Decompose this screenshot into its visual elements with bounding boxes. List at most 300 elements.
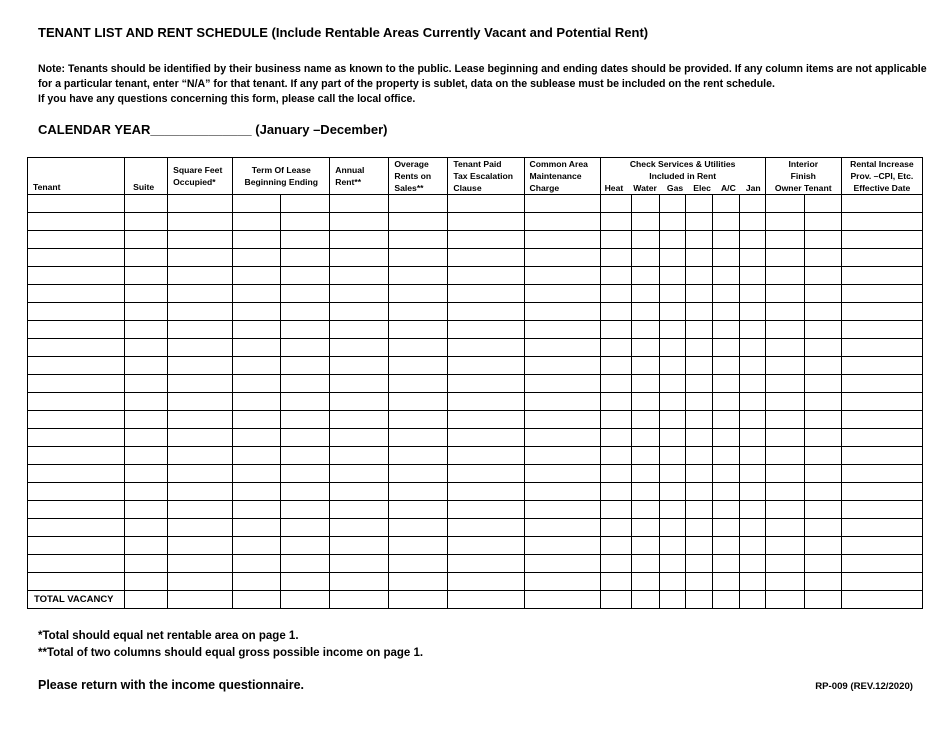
entry-cell[interactable] — [281, 303, 330, 321]
entry-cell[interactable] — [600, 447, 631, 465]
entry-cell[interactable] — [685, 249, 712, 267]
entry-cell[interactable] — [233, 411, 281, 429]
entry-cell[interactable] — [233, 357, 281, 375]
entry-cell[interactable] — [804, 285, 841, 303]
entry-cell[interactable] — [28, 231, 125, 249]
entry-cell[interactable] — [125, 411, 168, 429]
entry-cell[interactable] — [168, 393, 233, 411]
entry-cell[interactable] — [841, 357, 922, 375]
entry-cell[interactable] — [125, 339, 168, 357]
entry-cell[interactable] — [600, 537, 631, 555]
entry-cell[interactable] — [448, 429, 524, 447]
entry-cell[interactable] — [841, 465, 922, 483]
entry-cell[interactable] — [841, 429, 922, 447]
entry-cell[interactable] — [739, 501, 765, 519]
entry-cell[interactable] — [168, 375, 233, 393]
entry-cell[interactable] — [659, 555, 685, 573]
entry-cell[interactable] — [125, 483, 168, 501]
entry-cell[interactable] — [804, 357, 841, 375]
entry-cell[interactable] — [281, 429, 330, 447]
entry-cell[interactable] — [712, 195, 739, 213]
entry-cell[interactable] — [448, 537, 524, 555]
entry-cell[interactable] — [389, 357, 448, 375]
entry-cell[interactable] — [524, 573, 600, 591]
entry-cell[interactable] — [600, 501, 631, 519]
entry-cell[interactable] — [804, 465, 841, 483]
entry-cell[interactable] — [524, 447, 600, 465]
entry-cell[interactable] — [659, 195, 685, 213]
entry-cell[interactable] — [448, 555, 524, 573]
entry-cell[interactable] — [168, 321, 233, 339]
entry-cell[interactable] — [125, 519, 168, 537]
entry-cell[interactable] — [524, 231, 600, 249]
entry-cell[interactable] — [125, 429, 168, 447]
entry-cell[interactable] — [168, 303, 233, 321]
entry-cell[interactable] — [804, 231, 841, 249]
entry-cell[interactable] — [448, 321, 524, 339]
entry-cell[interactable] — [712, 249, 739, 267]
entry-cell[interactable] — [233, 429, 281, 447]
entry-cell[interactable] — [524, 357, 600, 375]
entry-cell[interactable] — [330, 393, 389, 411]
entry-cell[interactable] — [448, 339, 524, 357]
entry-cell[interactable] — [631, 213, 659, 231]
entry-cell[interactable] — [524, 393, 600, 411]
entry-cell[interactable] — [739, 285, 765, 303]
entry-cell[interactable] — [712, 519, 739, 537]
entry-cell[interactable] — [600, 483, 631, 501]
entry-cell[interactable] — [233, 483, 281, 501]
entry-cell[interactable] — [28, 267, 125, 285]
entry-cell[interactable] — [389, 393, 448, 411]
entry-cell[interactable] — [330, 573, 389, 591]
entry-cell[interactable] — [659, 339, 685, 357]
entry-cell[interactable] — [712, 501, 739, 519]
entry-cell[interactable] — [330, 411, 389, 429]
entry-cell[interactable] — [389, 249, 448, 267]
entry-cell[interactable] — [600, 285, 631, 303]
entry-cell[interactable] — [168, 573, 233, 591]
entry-cell[interactable] — [631, 339, 659, 357]
entry-cell[interactable] — [233, 249, 281, 267]
entry-cell[interactable] — [389, 555, 448, 573]
entry-cell[interactable] — [841, 519, 922, 537]
entry-cell[interactable] — [631, 285, 659, 303]
entry-cell[interactable] — [739, 393, 765, 411]
entry-cell[interactable] — [330, 537, 389, 555]
entry-cell[interactable] — [389, 411, 448, 429]
entry-cell[interactable] — [281, 357, 330, 375]
entry-cell[interactable] — [712, 321, 739, 339]
entry-cell[interactable] — [659, 267, 685, 285]
entry-cell[interactable] — [712, 357, 739, 375]
entry-cell[interactable] — [841, 411, 922, 429]
entry-cell[interactable] — [685, 483, 712, 501]
entry-cell[interactable] — [233, 285, 281, 303]
entry-cell[interactable] — [685, 195, 712, 213]
entry-cell[interactable] — [28, 213, 125, 231]
entry-cell[interactable] — [330, 555, 389, 573]
entry-cell[interactable] — [739, 555, 765, 573]
entry-cell[interactable] — [125, 393, 168, 411]
entry-cell[interactable] — [841, 213, 922, 231]
entry-cell[interactable] — [841, 393, 922, 411]
entry-cell[interactable] — [281, 483, 330, 501]
entry-cell[interactable] — [841, 303, 922, 321]
entry-cell[interactable] — [804, 375, 841, 393]
entry-cell[interactable] — [168, 213, 233, 231]
entry-cell[interactable] — [600, 303, 631, 321]
entry-cell[interactable] — [739, 573, 765, 591]
entry-cell[interactable] — [125, 447, 168, 465]
entry-cell[interactable] — [631, 411, 659, 429]
entry-cell[interactable] — [448, 393, 524, 411]
entry-cell[interactable] — [631, 249, 659, 267]
entry-cell[interactable] — [739, 591, 765, 609]
entry-cell[interactable] — [712, 303, 739, 321]
entry-cell[interactable] — [125, 573, 168, 591]
entry-cell[interactable] — [631, 393, 659, 411]
entry-cell[interactable] — [739, 267, 765, 285]
entry-cell[interactable] — [739, 411, 765, 429]
entry-cell[interactable] — [168, 447, 233, 465]
entry-cell[interactable] — [841, 195, 922, 213]
entry-cell[interactable] — [804, 213, 841, 231]
entry-cell[interactable] — [389, 519, 448, 537]
entry-cell[interactable] — [281, 465, 330, 483]
entry-cell[interactable] — [330, 285, 389, 303]
entry-cell[interactable] — [685, 591, 712, 609]
entry-cell[interactable] — [389, 483, 448, 501]
entry-cell[interactable] — [765, 267, 804, 285]
entry-cell[interactable] — [685, 231, 712, 249]
entry-cell[interactable] — [168, 429, 233, 447]
entry-cell[interactable] — [659, 411, 685, 429]
entry-cell[interactable] — [389, 285, 448, 303]
entry-cell[interactable] — [712, 447, 739, 465]
entry-cell[interactable] — [765, 519, 804, 537]
entry-cell[interactable] — [125, 591, 168, 609]
entry-cell[interactable] — [330, 483, 389, 501]
entry-cell[interactable] — [659, 357, 685, 375]
entry-cell[interactable] — [448, 573, 524, 591]
entry-cell[interactable] — [631, 303, 659, 321]
entry-cell[interactable] — [524, 501, 600, 519]
entry-cell[interactable] — [659, 303, 685, 321]
entry-cell[interactable] — [765, 339, 804, 357]
entry-cell[interactable] — [233, 591, 281, 609]
entry-cell[interactable] — [804, 573, 841, 591]
entry-cell[interactable] — [841, 285, 922, 303]
entry-cell[interactable] — [739, 537, 765, 555]
entry-cell[interactable] — [765, 483, 804, 501]
entry-cell[interactable] — [804, 267, 841, 285]
entry-cell[interactable] — [281, 321, 330, 339]
entry-cell[interactable] — [233, 465, 281, 483]
entry-cell[interactable] — [841, 375, 922, 393]
calendar-year-field[interactable]: CALENDAR YEAR______________ (January –December) — [38, 122, 388, 137]
entry-cell[interactable] — [600, 591, 631, 609]
entry-cell[interactable] — [739, 483, 765, 501]
entry-cell[interactable] — [168, 357, 233, 375]
entry-cell[interactable] — [685, 465, 712, 483]
entry-cell[interactable] — [765, 447, 804, 465]
entry-cell[interactable] — [659, 447, 685, 465]
entry-cell[interactable] — [600, 195, 631, 213]
entry-cell[interactable] — [281, 375, 330, 393]
entry-cell[interactable] — [804, 393, 841, 411]
entry-cell[interactable] — [685, 501, 712, 519]
entry-cell[interactable] — [330, 357, 389, 375]
entry-cell[interactable] — [168, 339, 233, 357]
entry-cell[interactable] — [28, 375, 125, 393]
entry-cell[interactable] — [659, 231, 685, 249]
entry-cell[interactable] — [389, 429, 448, 447]
entry-cell[interactable] — [233, 303, 281, 321]
entry-cell[interactable] — [448, 213, 524, 231]
entry-cell[interactable] — [600, 555, 631, 573]
entry-cell[interactable] — [125, 231, 168, 249]
entry-cell[interactable] — [330, 231, 389, 249]
entry-cell[interactable] — [448, 447, 524, 465]
entry-cell[interactable] — [685, 213, 712, 231]
entry-cell[interactable] — [281, 231, 330, 249]
entry-cell[interactable] — [739, 249, 765, 267]
entry-cell[interactable] — [600, 519, 631, 537]
entry-cell[interactable] — [712, 375, 739, 393]
entry-cell[interactable] — [659, 501, 685, 519]
entry-cell[interactable] — [739, 375, 765, 393]
entry-cell[interactable] — [765, 537, 804, 555]
entry-cell[interactable] — [330, 249, 389, 267]
entry-cell[interactable] — [739, 321, 765, 339]
entry-cell[interactable] — [168, 519, 233, 537]
entry-cell[interactable] — [631, 357, 659, 375]
entry-cell[interactable] — [233, 267, 281, 285]
entry-cell[interactable] — [524, 483, 600, 501]
entry-cell[interactable] — [712, 555, 739, 573]
entry-cell[interactable] — [524, 339, 600, 357]
entry-cell[interactable] — [739, 429, 765, 447]
entry-cell[interactable] — [685, 303, 712, 321]
entry-cell[interactable] — [659, 249, 685, 267]
entry-cell[interactable] — [125, 303, 168, 321]
entry-cell[interactable] — [233, 447, 281, 465]
entry-cell[interactable] — [168, 195, 233, 213]
entry-cell[interactable] — [28, 555, 125, 573]
entry-cell[interactable] — [685, 555, 712, 573]
entry-cell[interactable] — [448, 231, 524, 249]
entry-cell[interactable] — [168, 285, 233, 303]
entry-cell[interactable] — [233, 195, 281, 213]
entry-cell[interactable] — [631, 231, 659, 249]
entry-cell[interactable] — [448, 483, 524, 501]
entry-cell[interactable] — [233, 231, 281, 249]
entry-cell[interactable] — [600, 393, 631, 411]
entry-cell[interactable] — [841, 447, 922, 465]
entry-cell[interactable] — [600, 231, 631, 249]
entry-cell[interactable] — [600, 339, 631, 357]
entry-cell[interactable] — [281, 573, 330, 591]
entry-cell[interactable] — [685, 447, 712, 465]
entry-cell[interactable] — [600, 465, 631, 483]
entry-cell[interactable] — [168, 591, 233, 609]
entry-cell[interactable] — [281, 213, 330, 231]
entry-cell[interactable] — [281, 411, 330, 429]
entry-cell[interactable] — [685, 393, 712, 411]
entry-cell[interactable] — [765, 555, 804, 573]
entry-cell[interactable] — [389, 213, 448, 231]
entry-cell[interactable] — [659, 483, 685, 501]
entry-cell[interactable] — [841, 267, 922, 285]
entry-cell[interactable] — [281, 393, 330, 411]
entry-cell[interactable] — [125, 555, 168, 573]
entry-cell[interactable] — [28, 537, 125, 555]
entry-cell[interactable] — [168, 267, 233, 285]
entry-cell[interactable] — [168, 465, 233, 483]
entry-cell[interactable] — [841, 321, 922, 339]
entry-cell[interactable] — [631, 429, 659, 447]
entry-cell[interactable] — [804, 429, 841, 447]
entry-cell[interactable] — [685, 339, 712, 357]
entry-cell[interactable] — [739, 231, 765, 249]
entry-cell[interactable] — [524, 303, 600, 321]
entry-cell[interactable] — [712, 591, 739, 609]
entry-cell[interactable] — [28, 411, 125, 429]
entry-cell[interactable] — [659, 375, 685, 393]
entry-cell[interactable] — [330, 375, 389, 393]
entry-cell[interactable] — [448, 501, 524, 519]
entry-cell[interactable] — [765, 375, 804, 393]
entry-cell[interactable] — [281, 519, 330, 537]
entry-cell[interactable] — [804, 483, 841, 501]
entry-cell[interactable] — [281, 501, 330, 519]
entry-cell[interactable] — [28, 303, 125, 321]
entry-cell[interactable] — [448, 375, 524, 393]
entry-cell[interactable] — [389, 501, 448, 519]
entry-cell[interactable] — [765, 465, 804, 483]
entry-cell[interactable] — [389, 537, 448, 555]
entry-cell[interactable] — [739, 465, 765, 483]
entry-cell[interactable] — [841, 231, 922, 249]
entry-cell[interactable] — [804, 321, 841, 339]
entry-cell[interactable] — [330, 429, 389, 447]
entry-cell[interactable] — [712, 213, 739, 231]
entry-cell[interactable] — [28, 447, 125, 465]
entry-cell[interactable] — [168, 249, 233, 267]
entry-cell[interactable] — [685, 573, 712, 591]
entry-cell[interactable] — [281, 195, 330, 213]
entry-cell[interactable] — [233, 501, 281, 519]
entry-cell[interactable] — [765, 249, 804, 267]
entry-cell[interactable] — [281, 591, 330, 609]
entry-cell[interactable] — [233, 321, 281, 339]
entry-cell[interactable] — [685, 537, 712, 555]
entry-cell[interactable] — [233, 339, 281, 357]
entry-cell[interactable] — [765, 501, 804, 519]
entry-cell[interactable] — [448, 195, 524, 213]
entry-cell[interactable] — [712, 483, 739, 501]
entry-cell[interactable] — [765, 429, 804, 447]
entry-cell[interactable] — [524, 429, 600, 447]
entry-cell[interactable] — [804, 591, 841, 609]
entry-cell[interactable] — [281, 267, 330, 285]
entry-cell[interactable] — [804, 411, 841, 429]
entry-cell[interactable] — [804, 195, 841, 213]
entry-cell[interactable] — [28, 465, 125, 483]
entry-cell[interactable] — [125, 537, 168, 555]
entry-cell[interactable] — [804, 303, 841, 321]
entry-cell[interactable] — [524, 267, 600, 285]
entry-cell[interactable] — [659, 321, 685, 339]
entry-cell[interactable] — [765, 195, 804, 213]
entry-cell[interactable] — [233, 213, 281, 231]
entry-cell[interactable] — [739, 519, 765, 537]
entry-cell[interactable] — [448, 285, 524, 303]
entry-cell[interactable] — [631, 321, 659, 339]
entry-cell[interactable] — [659, 519, 685, 537]
entry-cell[interactable] — [448, 357, 524, 375]
entry-cell[interactable] — [233, 519, 281, 537]
entry-cell[interactable] — [765, 231, 804, 249]
entry-cell[interactable] — [712, 465, 739, 483]
entry-cell[interactable] — [739, 213, 765, 231]
entry-cell[interactable] — [712, 231, 739, 249]
entry-cell[interactable] — [330, 501, 389, 519]
entry-cell[interactable] — [765, 321, 804, 339]
entry-cell[interactable] — [281, 249, 330, 267]
entry-cell[interactable] — [448, 267, 524, 285]
entry-cell[interactable] — [28, 285, 125, 303]
entry-cell[interactable] — [765, 393, 804, 411]
entry-cell[interactable] — [281, 447, 330, 465]
entry-cell[interactable] — [281, 285, 330, 303]
entry-cell[interactable] — [600, 375, 631, 393]
entry-cell[interactable] — [739, 303, 765, 321]
entry-cell[interactable] — [125, 465, 168, 483]
entry-cell[interactable] — [841, 537, 922, 555]
entry-cell[interactable] — [524, 249, 600, 267]
entry-cell[interactable] — [330, 465, 389, 483]
entry-cell[interactable] — [600, 249, 631, 267]
entry-cell[interactable] — [233, 375, 281, 393]
entry-cell[interactable] — [330, 447, 389, 465]
entry-cell[interactable] — [804, 555, 841, 573]
entry-cell[interactable] — [739, 447, 765, 465]
entry-cell[interactable] — [125, 267, 168, 285]
entry-cell[interactable] — [28, 573, 125, 591]
entry-cell[interactable] — [685, 375, 712, 393]
entry-cell[interactable] — [600, 213, 631, 231]
entry-cell[interactable] — [712, 573, 739, 591]
entry-cell[interactable] — [125, 249, 168, 267]
entry-cell[interactable] — [389, 231, 448, 249]
entry-cell[interactable] — [631, 519, 659, 537]
entry-cell[interactable] — [712, 339, 739, 357]
entry-cell[interactable] — [28, 501, 125, 519]
entry-cell[interactable] — [524, 321, 600, 339]
entry-cell[interactable] — [631, 501, 659, 519]
entry-cell[interactable] — [804, 249, 841, 267]
entry-cell[interactable] — [659, 213, 685, 231]
entry-cell[interactable] — [712, 537, 739, 555]
entry-cell[interactable] — [168, 411, 233, 429]
entry-cell[interactable] — [712, 267, 739, 285]
entry-cell[interactable] — [168, 231, 233, 249]
entry-cell[interactable] — [685, 285, 712, 303]
entry-cell[interactable] — [125, 213, 168, 231]
entry-cell[interactable] — [281, 555, 330, 573]
